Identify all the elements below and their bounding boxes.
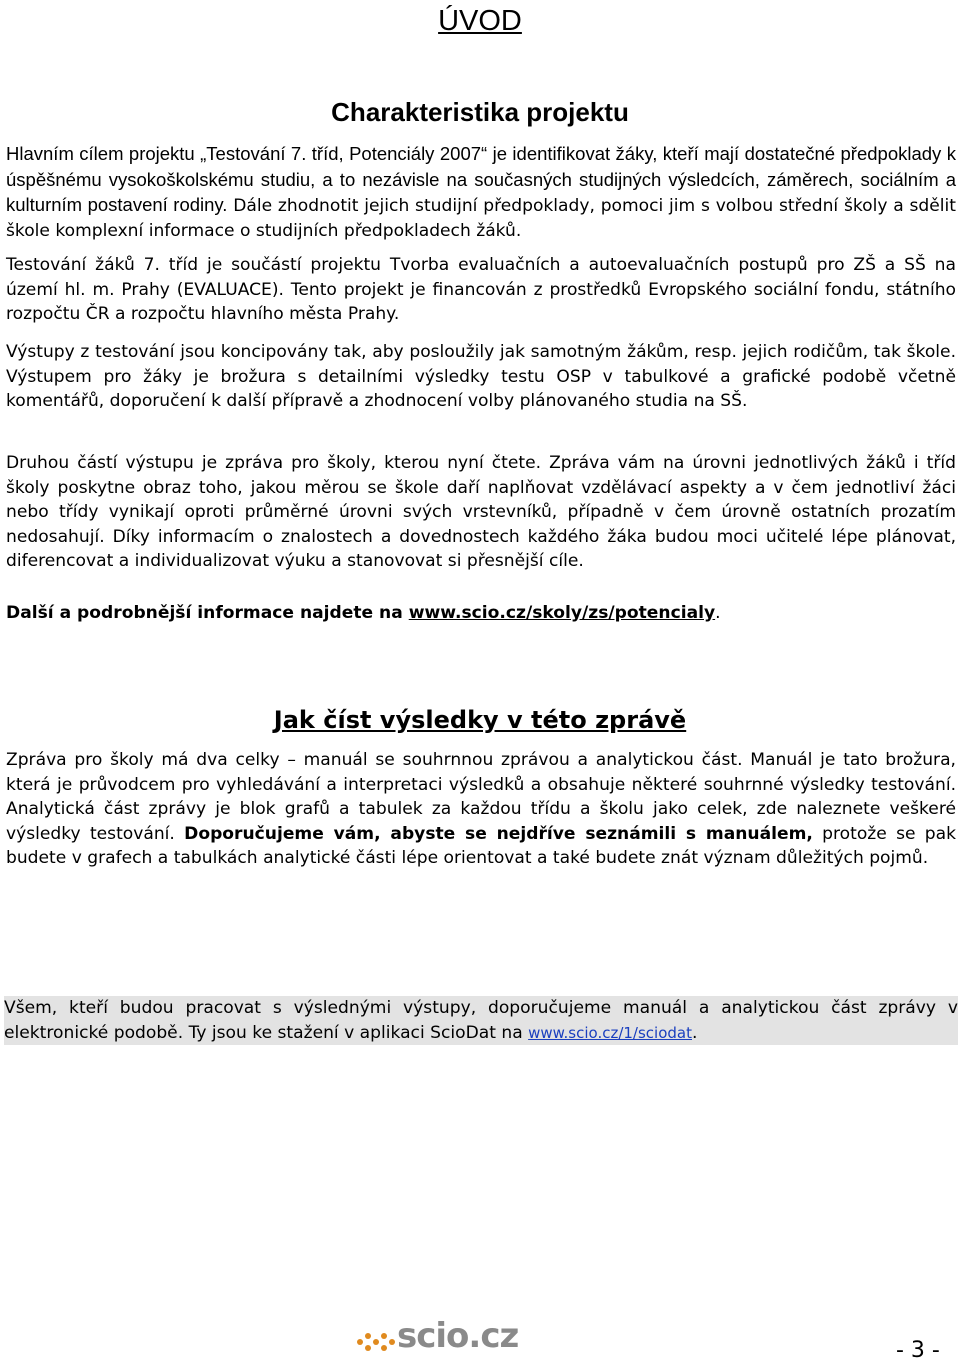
paragraph-zprava: Druhou částí výstupu je zpráva pro školy, kterou nyní čtete. Zpráva vám na úrovni jednotlivých žáků i tříd školy poskytne obraz toho, jakou měrou se škole daří naplňovat vzdělávací aspekty a v čem jednotliví žáci nebo třídy vynikají oproti průměrné úrovni svých vrstevníků, případně v čem úrovně ostatních prozatím nedosahují. Díky informacím o znalostech a dovednostech každého žáka budou moci učitelé lépe plánovat, diferencovat a individualizovat výuku a stanovovat si přesnější cíle. xyxy=(6,453,956,572)
paragraph-jak-cist xyxy=(6,748,956,871)
sciodat-link[interactable]: www.scio.cz/1/sciodat xyxy=(528,1023,692,1042)
jak-cist-recommendation: Doporučujeme vám, abyste se nejdříve seznámili s manuálem, xyxy=(184,823,813,844)
section-heading-jak-cist: Jak číst výsledky v této zprávě xyxy=(273,706,687,734)
paragraph-evaluace: Testování žáků 7. tříd je součástí projektu Tvorba evaluačních a autoevaluačních postupů pro ZŠ a SŠ na území hl. m. Prahy (EVALUACE). Tento projekt je financován z prostředků Evropského sociální fondu, státního rozpočtu ČR a rozpočtu hlavního města Prahy. xyxy=(6,255,956,325)
more-info-text: Další a podrobnější informace najdete na xyxy=(6,603,409,623)
paragraph-vystupy: Výstupy z testování jsou koncipovány tak, aby posloužily jak samotným žákům, resp. jejich rodičům, tak škole. Výstupem pro žáky je brožura s detailními výsledky testu OSP v tabulkové a grafické podobě včetně komentářů, doporučení k další přípravě a zhodnocení volby plánovaného studia na SŠ. xyxy=(6,342,956,412)
more-info-end: . xyxy=(715,603,721,623)
scio-dots-icon xyxy=(355,1330,395,1354)
jak-cist-rest: protože se pak budete v grafech a tabulkách analytické části lépe orientovat a také budete znát význam důležitých pojmů. xyxy=(6,823,957,869)
paragraph-more-info xyxy=(6,601,956,626)
section-heading-charakteristika: Charakteristika projektu xyxy=(331,97,629,127)
scio-logo xyxy=(355,1316,519,1358)
page-title: ÚVOD xyxy=(438,5,522,37)
scio-logo-text: scio.cz xyxy=(397,1316,519,1356)
paragraph-goal-lead: Hlavním cílem projektu „Testování 7. tříd, Potenciály 2007“ je identifikovat žáky, kteří mají dostatečné předpoklady k úspěšnému vysokoškolskému studiu, a to nezávisle na současných studijných výsledcích, záměrech, sociálním a kulturním postavení rodiny. xyxy=(6,143,956,216)
paragraph-goal xyxy=(6,142,956,243)
page-number: - 3 - xyxy=(896,1338,940,1363)
paragraph-goal-rest: Dále zhodnotit jejich studijní předpoklady, pomoci jim s volbou střední školy a sdělit škole komplexní informace o studijních předpokladech žáků. xyxy=(6,196,956,241)
sciodat-note-text: Všem, kteří budou pracovat s výslednými výstupy, doporučujeme manuál a analytickou část zprávy v elektronické podobě. Ty jsou ke stažení v aplikaci ScioDat na xyxy=(4,998,958,1043)
jak-cist-text: Zpráva pro školy má dva celky – manuál se souhrnnou zprávou a analytickou část. Manuál je tato brožura, která je průvodcem pro vyhledávání a interpretaci výsledků a obsahuje některé souhrnné výsledky testování. Analytická část zprávy je blok grafů a tabulek za každou třídu a školu jako celek, zde naleznete veškeré výsledky testování. xyxy=(6,750,956,844)
sciodat-note-end: . xyxy=(692,1022,698,1043)
potencialy-link[interactable]: www.scio.cz/skoly/zs/potencialy xyxy=(408,603,716,623)
paragraph-sciodat-note xyxy=(4,996,958,1045)
